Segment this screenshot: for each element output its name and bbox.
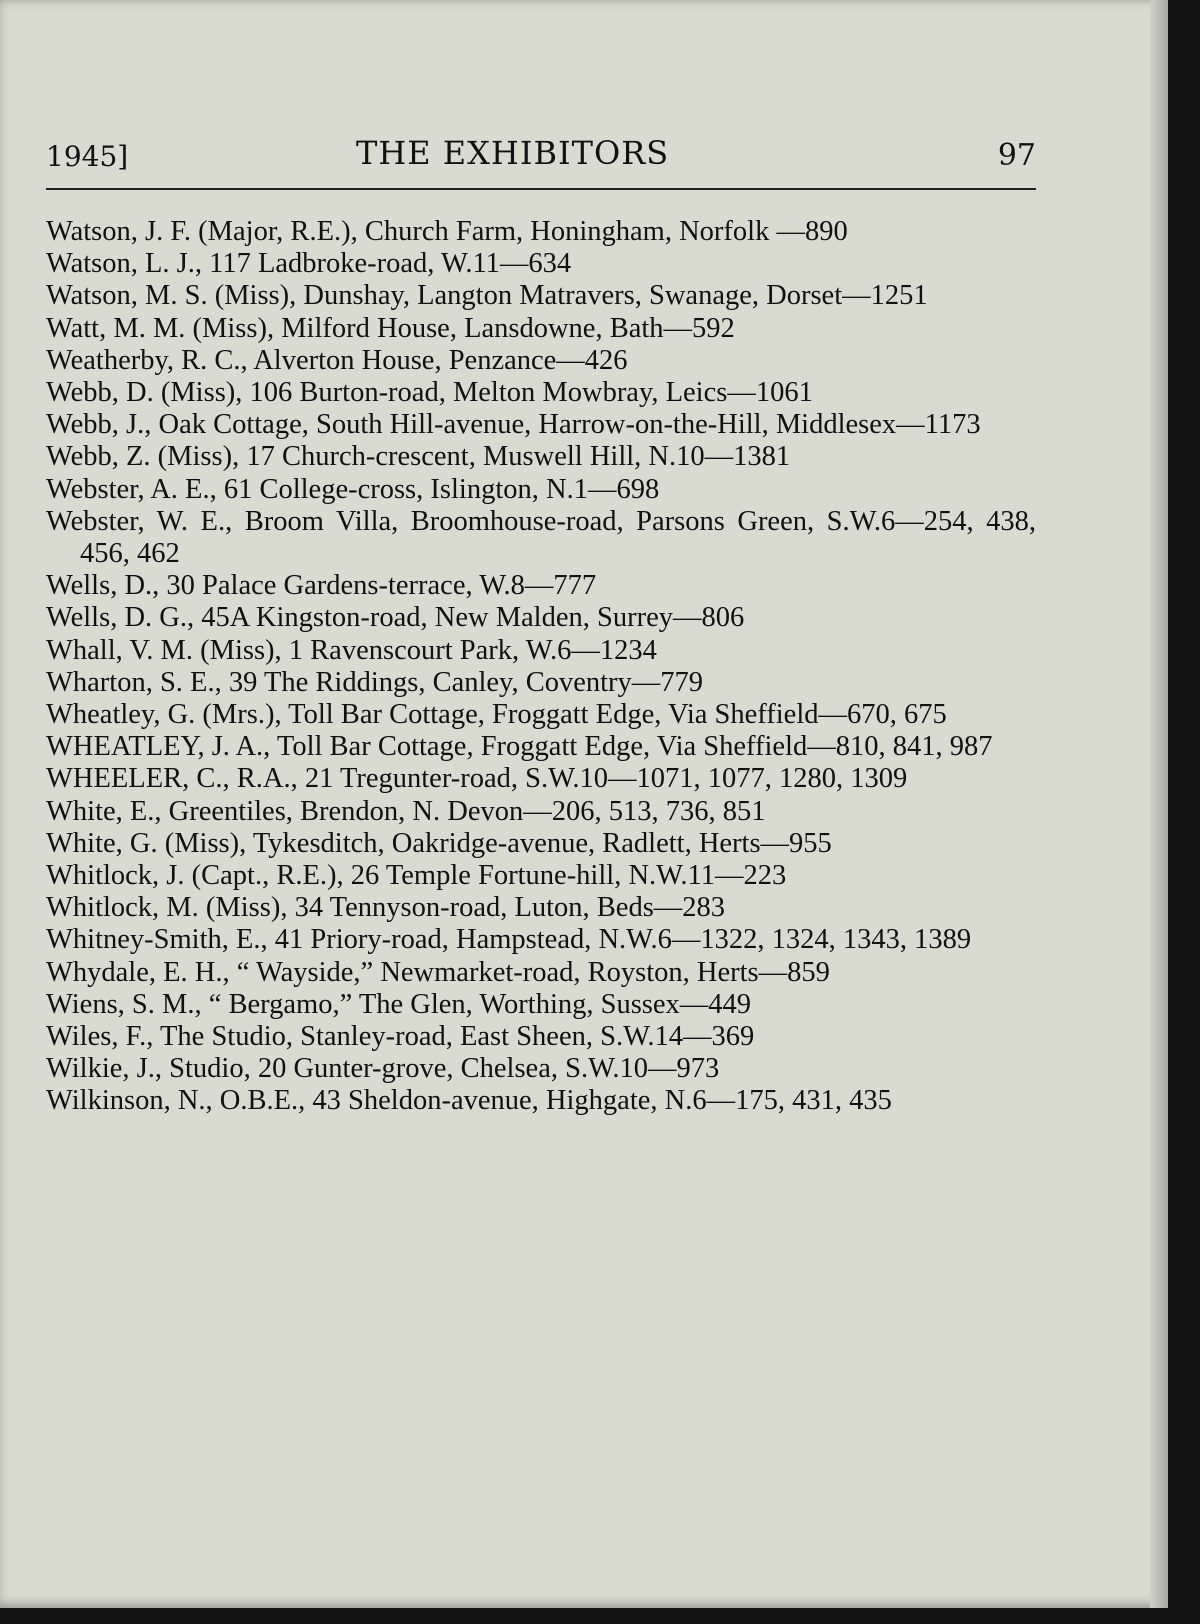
exhibitor-entry: WHEELER, C., R.A., 21 Tregunter-road, S.W.10—1071, 1077, 1280, 1309 (46, 763, 908, 795)
exhibitor-entry: Webb, J., Oak Cottage, South Hill-avenue, Harrow-on-the-Hill, Middlesex—1173 (46, 409, 981, 441)
exhibitor-entry: Whitlock, M. (Miss), 34 Tennyson-road, Luton, Beds—283 (46, 892, 726, 924)
header-rule (46, 188, 1036, 190)
header-year: 1945] (46, 140, 129, 173)
exhibitor-entry: Wiens, S. M., “ Bergamo,” The Glen, Worthing, Sussex—449 (46, 988, 752, 1020)
exhibitor-entry: Wharton, S. E., 39 The Riddings, Canley, Coventry—779 (46, 666, 704, 698)
exhibitor-entry: Weatherby, R. C., Alverton House, Penzance—426 (46, 344, 628, 376)
exhibitor-entry: Whitlock, J. (Capt., R.E.), 26 Temple Fortune-hill, N.W.11—223 (46, 860, 787, 892)
exhibitor-entry: Wells, D., 30 Palace Gardens-terrace, W.8—777 (46, 570, 597, 602)
exhibitor-entry: Whitney-Smith, E., 41 Priory-road, Hampstead, N.W.6—1322, 1324, 1343, 1389 (46, 924, 972, 956)
exhibitor-entry: Webster, A. E., 61 College-cross, Islington, N.1—698 (46, 473, 660, 505)
exhibitor-entry: Wiles, F., The Studio, Stanley-road, East Sheen, S.W.14—369 (46, 1021, 755, 1053)
page-number: 97 (997, 138, 1036, 173)
exhibitor-entry: Wilkinson, N., O.B.E., 43 Sheldon-avenue, Highgate, N.6—175, 431, 435 (46, 1085, 892, 1117)
exhibitor-entry: Watson, L. J., 117 Ladbroke-road, W.11—634 (46, 248, 572, 280)
exhibitor-entry: Whydale, E. H., “ Wayside,” Newmarket-road, Royston, Herts—859 (46, 956, 830, 988)
exhibitor-entry: Whall, V. M. (Miss), 1 Ravenscourt Park, W.6—1234 (46, 634, 657, 666)
exhibitor-entry: Watson, M. S. (Miss), Dunshay, Langton Matravers, Swanage, Dorset—1251 (46, 280, 928, 312)
exhibitor-entry: Webster, W. E., Broom Villa, Broomhouse-road, Parsons Green, S.W.6—254, 438, 456, 462 (46, 505, 1036, 570)
exhibitor-entry: Watt, M. M. (Miss), Milford House, Lansdowne, Bath—592 (46, 312, 735, 344)
header-title: THE EXHIBITORS (356, 134, 670, 172)
exhibitor-entry: WHEATLEY, J. A., Toll Bar Cottage, Froggatt Edge, Via Sheffield—810, 841, 987 (46, 731, 993, 763)
exhibitor-entry: White, G. (Miss), Tykesditch, Oakridge-avenue, Radlett, Herts—955 (46, 827, 832, 859)
running-header (46, 134, 1036, 174)
exhibitor-entry: Webb, D. (Miss), 106 Burton-road, Melton Mowbray, Leics—1061 (46, 377, 813, 409)
exhibitor-entry: Watson, J. F. (Major, R.E.), Church Farm, Honingham, Norfolk —890 (46, 216, 848, 247)
exhibitor-entry: Wells, D. G., 45A Kingston-road, New Malden, Surrey—806 (46, 602, 745, 634)
exhibitor-list (46, 216, 1036, 1118)
exhibitor-entry: Wheatley, G. (Mrs.), Toll Bar Cottage, Froggatt Edge, Via Sheffield—670, 675 (46, 699, 947, 731)
page-edge-shadow (1150, 0, 1168, 1608)
exhibitor-entry: Wilkie, J., Studio, 20 Gunter-grove, Chelsea, S.W.10—973 (46, 1053, 720, 1085)
exhibitor-entry: White, E., Greentiles, Brendon, N. Devon—206, 513, 736, 851 (46, 795, 766, 827)
exhibitor-entry: Webb, Z. (Miss), 17 Church-crescent, Muswell Hill, N.10—1381 (46, 441, 791, 473)
